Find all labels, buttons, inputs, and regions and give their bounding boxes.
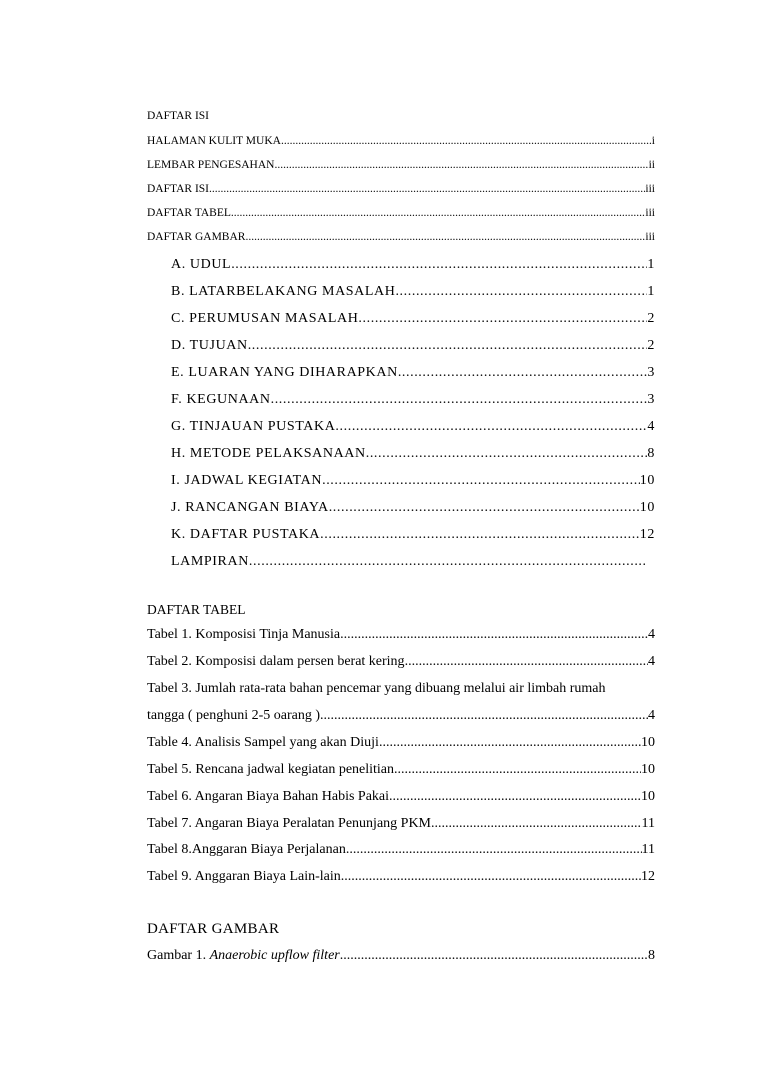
toc-section-page: 1 <box>647 257 655 272</box>
toc-entry-label: DAFTAR GAMBAR <box>147 231 246 243</box>
toc-section-label: I. JADWAL KEGIATAN <box>171 473 323 488</box>
toc-section-page: 2 <box>647 338 655 353</box>
toc-entry <box>147 207 655 219</box>
toc-section-page: 4 <box>647 419 655 434</box>
table-entry-page: 4 <box>648 708 655 723</box>
toc-entry-page: ii <box>648 159 655 171</box>
toc-section <box>171 365 655 381</box>
table-entry-page: 11 <box>641 842 655 857</box>
figure-entry <box>147 948 655 964</box>
toc-section-label: G. TINJAUAN PUSTAKA <box>171 419 336 434</box>
table-entry-wrapped: Tabel 3. Jumlah rata-rata bahan pencemar yang dibuang melalui air limbah rumah <box>147 681 606 696</box>
table-entry-label: Tabel 1. Komposisi Tinja Manusia <box>147 627 341 642</box>
toc-section-page: 8 <box>647 446 655 461</box>
table-entry <box>147 627 655 643</box>
toc-section <box>171 257 655 273</box>
toc-section-page: 3 <box>647 392 655 407</box>
table-entry-page: 10 <box>641 735 655 750</box>
toc-section-label: A. UDUL <box>171 257 232 272</box>
toc-entry <box>147 231 655 243</box>
tables-title: DAFTAR TABEL <box>147 602 246 617</box>
toc-section-page: 3 <box>647 365 655 380</box>
table-entry <box>147 842 655 858</box>
table-entry-label: Table 4. Analisis Sampel yang akan Diuji <box>147 735 379 750</box>
table-entry-label: Tabel 6. Angaran Biaya Bahan Habis Pakai <box>147 789 390 804</box>
toc-entry-page: i <box>651 135 655 147</box>
toc-section-label: D. TUJUAN <box>171 338 248 353</box>
toc-section <box>171 500 655 516</box>
table-entry <box>147 789 655 805</box>
toc-title: DAFTAR ISI <box>147 110 210 122</box>
table-entry-label: tangga ( penghuni 2-5 oarang ) <box>147 708 320 723</box>
toc-section <box>171 419 655 435</box>
toc-section-label: E. LUARAN YANG DIHARAPKAN <box>171 365 398 380</box>
toc-entry-page: iii <box>645 183 655 195</box>
toc-section-page: 10 <box>639 473 655 488</box>
table-entry-page: 4 <box>648 627 655 642</box>
toc-entry <box>147 159 655 171</box>
toc-section <box>171 554 645 570</box>
toc-section-label: H. METODE PELAKSANAAN <box>171 446 366 461</box>
toc-section <box>171 392 655 408</box>
toc-section <box>171 446 655 462</box>
toc-section <box>171 473 655 489</box>
toc-section-label: C. PERUMUSAN MASALAH <box>171 311 359 326</box>
table-entry <box>147 654 655 670</box>
toc-section-page: 2 <box>647 311 655 326</box>
table-entry-page: 11 <box>641 816 655 831</box>
table-entry-page: 10 <box>641 762 655 777</box>
toc-section-page: 1 <box>647 284 655 299</box>
table-entry-label: Tabel 5. Rencana jadwal kegiatan penelitian <box>147 762 395 777</box>
toc-section <box>171 284 655 300</box>
toc-section <box>171 527 655 543</box>
table-entry-label: Tabel 2. Komposisi dalam persen berat kering <box>147 654 405 669</box>
toc-entry <box>147 183 655 195</box>
figure-entry-prefix: Gambar 1. <box>147 948 210 963</box>
table-entry <box>147 816 655 832</box>
toc-section-label: F. KEGUNAAN <box>171 392 271 407</box>
toc-entry-page: iii <box>645 207 655 219</box>
toc-entry-label: LEMBAR PENGESAHAN <box>147 159 275 171</box>
table-entry <box>147 762 655 778</box>
figures-title: DAFTAR GAMBAR <box>147 921 280 937</box>
toc-section-page: 12 <box>639 527 655 542</box>
toc-entry <box>147 135 655 147</box>
figure-entry-label: Anaerobic upflow filter <box>209 948 340 963</box>
toc-section-page: 10 <box>639 500 655 515</box>
table-entry <box>147 708 655 724</box>
toc-entry-page: iii <box>645 231 655 243</box>
table-entry-page: 10 <box>641 789 655 804</box>
table-entry-page: 12 <box>641 869 655 884</box>
table-entry-label: Tabel 8.Anggaran Biaya Perjalanan <box>147 842 346 857</box>
toc-entry-label: DAFTAR ISI <box>147 183 210 195</box>
toc-entry-label: HALAMAN KULIT MUKA <box>147 135 281 147</box>
table-entry-page: 4 <box>648 654 655 669</box>
toc-section-label: J. RANCANGAN BIAYA <box>171 500 329 515</box>
toc-section-label: K. DAFTAR PUSTAKA <box>171 527 321 542</box>
toc-section <box>171 338 655 354</box>
toc-entry-label: DAFTAR TABEL <box>147 207 231 219</box>
table-entry-label: Tabel 7. Angaran Biaya Peralatan Penunjang PKM <box>147 816 432 831</box>
figure-entry-page: 8 <box>648 948 655 963</box>
toc-section-label: B. LATARBELAKANG MASALAH <box>171 284 396 299</box>
table-entry <box>147 869 655 885</box>
toc-section <box>171 311 655 327</box>
table-entry-label: Tabel 9. Anggaran Biaya Lain-lain <box>147 869 341 884</box>
table-entry <box>147 735 655 751</box>
toc-section-label: LAMPIRAN <box>171 554 249 569</box>
